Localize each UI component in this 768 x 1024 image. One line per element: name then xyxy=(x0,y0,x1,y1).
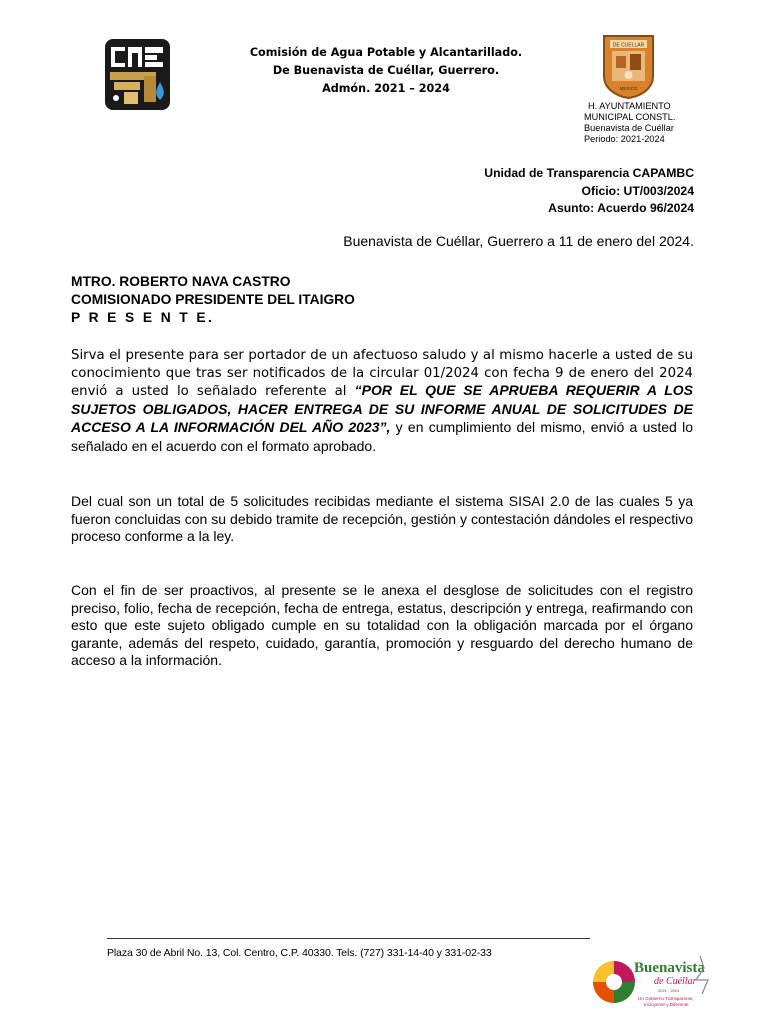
footer-logo-sub: de Cuéllar xyxy=(654,976,697,987)
ayto-line-2: MUNICIPAL CONSTL. xyxy=(584,112,676,122)
org-name-line: Comisión de Agua Potable y Alcantarillado. xyxy=(249,46,523,59)
paragraph-1-agreement-title: “POR EL QUE SE APRUEBA REQUERIR A LOS SUJETOS OBLIGADOS, HACER ENTREGA DE SU INFORME ANUAL DE SOLICITUDES DE ACCESO A LA INFORMACIÓN DEL AÑO 2023”, xyxy=(71,382,693,435)
document-references xyxy=(484,165,694,218)
subject-line: Asunto: Acuerdo 96/2024 xyxy=(548,201,694,215)
addressee-title: COMISIONADO PRESIDENTE DEL ITAIGRO xyxy=(71,292,355,307)
body-paragraph-1 xyxy=(71,347,693,456)
body-paragraph-3: Con el fin de ser proactivos, al presente se le anexa el desglose de solicitudes con el registro preciso, folio, fecha de recepción, fecha de entrega, estatus, descripción y entrega, reafirmando con esto que este sujeto obligado cumple en su totalidad con la obligación marcada por el órgano garante, además del respeto, cuidado, garantía, promoción y resguardo del derecho humano de acceso a la información. xyxy=(71,582,693,668)
org-location-line: De Buenavista de Cuéllar, Guerrero. xyxy=(272,64,500,77)
footer-logo-slogan-2: Incluyente y Diferente. xyxy=(644,1002,690,1007)
transparency-unit: Unidad de Transparencia CAPAMBC xyxy=(484,166,694,180)
presente-label: P R E S E N T E. xyxy=(71,310,215,325)
paragraph-1-closing: y en cumplimiento del mismo, envió a usted lo señalado en el acuerdo con el formato aprobado. xyxy=(71,419,693,454)
footer-logo-name: Buenavista xyxy=(634,960,705,976)
seal-top-label: DE CUELLAR xyxy=(612,42,645,49)
buenavista-government-logo xyxy=(592,950,716,1012)
body-paragraph-2: Del cual son un total de 5 solicitudes recibidas mediante el sistema SISAI 2.0 de las cuales 5 ya fueron concluidas con su debido tramite de recepción, gestión y contestación dándoles el respectivo proceso conforme a la ley. xyxy=(71,493,693,544)
capambc-logo xyxy=(104,38,171,111)
place-and-date: Buenavista de Cuéllar, Guerrero a 11 de enero del 2024. xyxy=(343,233,694,249)
ayto-line-3: Buenavista de Cuéllar xyxy=(584,123,674,133)
organization-header xyxy=(200,44,572,98)
ayto-line-4: Periodo: 2021-2024 xyxy=(584,134,665,144)
municipal-seal-icon xyxy=(602,34,655,99)
ayto-line-1: H. AYUNTAMIENTO xyxy=(588,101,671,111)
oficio-number: Oficio: UT/003/2024 xyxy=(581,183,694,198)
footer-logo-slogan-1: Un Gobierno Transparente, xyxy=(638,996,694,1001)
org-administration-line: Admón. 2021 – 2024 xyxy=(322,82,450,95)
addressee-block xyxy=(71,273,355,327)
footer-divider xyxy=(107,938,590,939)
ayuntamiento-info xyxy=(584,101,694,145)
addressee-name: MTRO. ROBERTO NAVA CASTRO xyxy=(71,274,291,289)
paragraph-1-intro: Sirva el presente para ser portador de un afectuoso saludo y al mismo hacerle a usted de su conocimiento que tras ser notificados de la circular 01/2024 con fecha 9 de enero del 2024 envió a usted lo señalado referente al xyxy=(71,348,693,399)
footer-address: Plaza 30 de Abril No. 13, Col. Centro, C.P. 40330. Tels. (727) 331-14-40 y 331-02-33 xyxy=(107,947,492,959)
footer-logo-years: 2021 · 2024 xyxy=(658,988,680,993)
seal-bottom-label: MEXICO xyxy=(619,86,638,91)
